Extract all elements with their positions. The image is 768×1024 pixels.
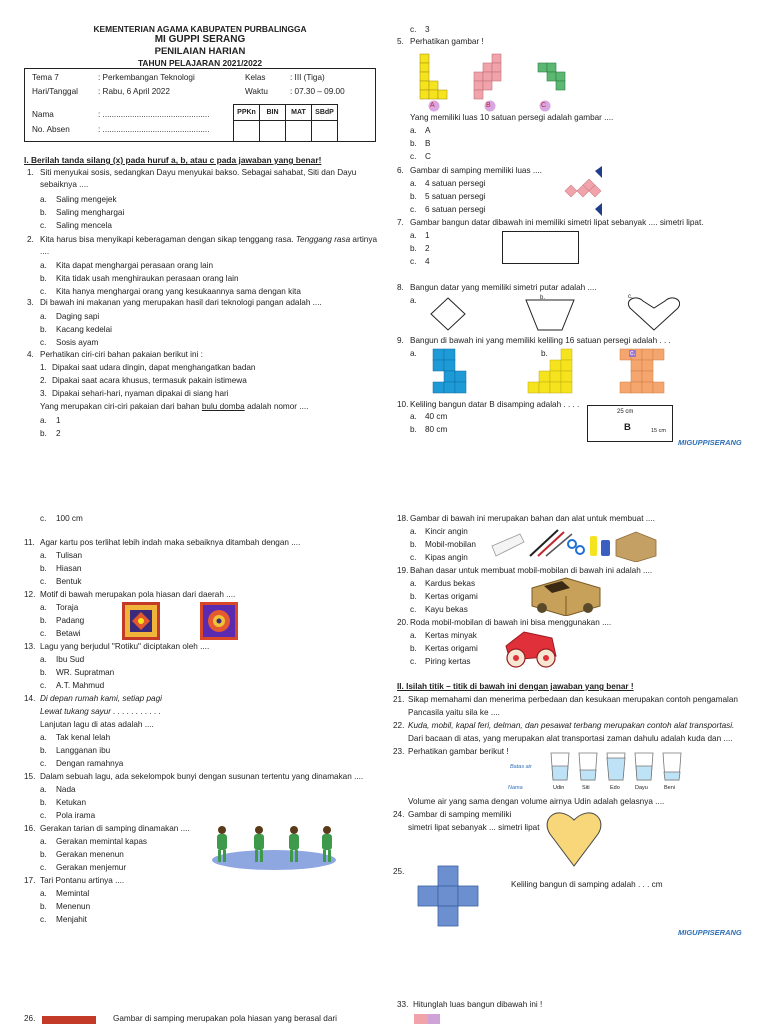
- shape-blue: [433, 349, 466, 393]
- opt-text[interactable]: Dengan ramahnya: [56, 759, 124, 768]
- trapezoid: [526, 300, 574, 330]
- opt-letter[interactable]: b.: [410, 425, 417, 434]
- q11-num: 11.: [24, 538, 35, 547]
- glass-name: Edo: [610, 785, 620, 791]
- water-limit-label: Batas air: [510, 764, 532, 770]
- q17-text: Tari Pontanu artinya ....: [40, 876, 125, 885]
- shape-yellow: [528, 349, 572, 393]
- opt-letter[interactable]: b.: [40, 668, 47, 677]
- q2-italic: Tenggang rasa: [295, 235, 351, 244]
- opt-letter[interactable]: a.: [410, 412, 417, 421]
- opt-text[interactable]: Tulisan: [56, 551, 83, 560]
- q9-text: Bangun di bawah ini yang memiliki keliling 16 satuan persegi adalah . . .: [410, 336, 671, 345]
- opt-text[interactable]: Saling mencela: [56, 221, 112, 230]
- opt-letter[interactable]: b.: [410, 139, 417, 148]
- tools-image: [490, 526, 660, 562]
- opt-letter[interactable]: c.: [40, 338, 47, 347]
- opt-text[interactable]: 4 satuan persegi: [425, 179, 486, 188]
- q13-text: Lagu yang berjudul "Rotiku" diciptakan oleh ....: [40, 642, 210, 651]
- q18-num: 18.: [397, 514, 409, 523]
- q25-text: Keliling bangun di samping adalah . . . cm: [511, 880, 663, 889]
- q14-lyric2: Lewat tukang sayur . . . . . . . . . . .: [40, 707, 162, 716]
- opt-text[interactable]: Ketukan: [56, 798, 87, 807]
- opt-letter[interactable]: a.: [40, 551, 47, 560]
- opt-letter[interactable]: a.: [40, 655, 47, 664]
- paper-car-image: [500, 626, 560, 670]
- opt-letter[interactable]: b.: [40, 274, 47, 283]
- opt-letter[interactable]: a.: [40, 312, 47, 321]
- shape-c: [538, 63, 565, 90]
- opt-letter[interactable]: a.: [40, 416, 47, 425]
- q6-num: 6.: [397, 166, 404, 175]
- opt-letter[interactable]: a.: [40, 837, 47, 846]
- opt-text[interactable]: Kita dapat menghargai perasaan orang lain: [56, 261, 214, 270]
- q3-num: 3.: [27, 298, 34, 307]
- opt-letter[interactable]: c.: [40, 577, 47, 586]
- opt-letter[interactable]: b.: [40, 850, 47, 859]
- opt-letter[interactable]: c.: [40, 681, 47, 690]
- header-school: MI GUPPI SERANG: [154, 34, 246, 45]
- list-num: 2.: [40, 376, 47, 385]
- opt-letter[interactable]: a.: [40, 733, 47, 742]
- opt-letter[interactable]: c.: [630, 350, 636, 357]
- opt-text[interactable]: Gerakan menjemur: [56, 863, 127, 872]
- opt-letter[interactable]: c.: [410, 553, 417, 562]
- score-cell[interactable]: [286, 121, 312, 142]
- label-a: A: [430, 102, 435, 109]
- q8-shapes: [430, 296, 680, 334]
- q8-num: 8.: [397, 283, 404, 292]
- opt-letter[interactable]: c.: [410, 657, 417, 666]
- opt-text[interactable]: Toraja: [56, 603, 79, 612]
- q21-text: Sikap memahami dan menerima perbedaan dan kesukaan merupakan contoh pengamalan: [408, 695, 738, 704]
- opt-text[interactable]: Daging sapi: [56, 312, 100, 321]
- q8-text: Bangun datar yang memiliki simetri putar adalah ....: [410, 283, 597, 292]
- q20-num: 20.: [397, 618, 409, 627]
- q21-text2: Pancasila yaitu sila ke ....: [408, 708, 500, 717]
- opt-text[interactable]: 5 satuan persegi: [425, 192, 486, 201]
- score-cell[interactable]: [260, 121, 286, 142]
- opt-letter[interactable]: c.: [410, 205, 417, 214]
- opt-letter[interactable]: a.: [410, 579, 417, 588]
- glass-name: Dayu: [635, 785, 648, 791]
- opt-letter[interactable]: a.: [410, 296, 417, 305]
- opt-text[interactable]: A.T. Mahmud: [56, 681, 105, 690]
- q1-num: 1.: [27, 168, 34, 177]
- opt-text[interactable]: Padang: [56, 616, 85, 625]
- opt-letter[interactable]: a.: [40, 261, 47, 270]
- shape-a: [420, 54, 447, 99]
- opt-text[interactable]: Memintal: [56, 889, 90, 898]
- q2-text2: ....: [40, 247, 50, 256]
- opt-text[interactable]: Menjahit: [56, 915, 87, 924]
- q4-part: Yang merupakan ciri-ciri pakaian dari bahan: [40, 402, 200, 411]
- q7-num: 7.: [397, 218, 404, 227]
- opt-letter[interactable]: c.: [40, 811, 47, 820]
- opt-letter[interactable]: a.: [410, 179, 417, 188]
- opt-letter[interactable]: b.: [410, 644, 417, 653]
- name-label: Nama: [508, 785, 523, 791]
- score-header: SBdP: [312, 105, 338, 121]
- q33-shape: [428, 1014, 440, 1024]
- opt-letter[interactable]: c.: [628, 294, 633, 300]
- q15-text: Dalam sebuah lagu, ada sekelompok bunyi dengan susunan tertentu yang dinamakan ....: [40, 772, 364, 781]
- q4-part: adalah nomor ....: [246, 402, 309, 411]
- opt-text[interactable]: Saling menghargai: [56, 208, 125, 217]
- opt-letter[interactable]: c.: [40, 629, 47, 638]
- opt-text[interactable]: Kertas origami: [425, 592, 478, 601]
- opt-text[interactable]: Kertas origami: [425, 644, 478, 653]
- opt-text[interactable]: Nada: [56, 785, 76, 794]
- dim-height: 15 cm: [651, 428, 666, 434]
- opt-text[interactable]: Kipas angin: [425, 553, 468, 562]
- opt-text[interactable]: Gerakan memintal kapas: [56, 837, 148, 846]
- shape-b: [474, 54, 501, 99]
- opt-text[interactable]: Kita tidak usah menghiraukan perasaan orang lain: [56, 274, 239, 283]
- score-table: [233, 104, 338, 142]
- q12-text: Motif di bawah merupakan pola hiasan dari daerah ....: [40, 590, 236, 599]
- opt-letter[interactable]: a.: [40, 785, 47, 794]
- opt-text[interactable]: Kita hanya menghargai orang yang kesukaannya sama dengan kita: [56, 287, 301, 296]
- q23-text: Perhatikan gambar berikut !: [408, 747, 509, 756]
- list-item: Dipakai sehari-hari, nyaman dipakai di siang hari: [52, 389, 229, 398]
- q7-rectangle: [502, 231, 579, 264]
- score-header: PPKn: [234, 105, 260, 121]
- opt-letter[interactable]: c.: [40, 287, 47, 296]
- q9-shapes: [430, 346, 680, 398]
- opt-text[interactable]: Tak kenal lelah: [56, 733, 111, 742]
- q3-text: Di bawah ini makanan yang merupakan hasil dari teknologi pangan adalah ....: [40, 298, 322, 307]
- opt-letter[interactable]: c.: [40, 514, 47, 523]
- q5-question: Yang memiliki luas 10 satuan persegi adalah gambar ....: [410, 113, 614, 122]
- score-cell[interactable]: [312, 121, 338, 142]
- opt-text[interactable]: A: [425, 126, 431, 135]
- q5-num: 5.: [397, 37, 404, 46]
- header-year: TAHUN PELAJARAN 2021/2022: [137, 58, 263, 68]
- opt-letter[interactable]: c.: [40, 759, 47, 768]
- opt-text[interactable]: Pola irama: [56, 811, 96, 820]
- q14-lyric1: Di depan rumah kami, setiap pagi: [40, 694, 162, 703]
- q5-text: Perhatikan gambar !: [410, 37, 484, 46]
- opt-letter[interactable]: a.: [410, 631, 417, 640]
- q24-text2: simetri lipat sebanyak ... simetri lipat: [408, 823, 540, 832]
- kelas-value: : III (Tiga): [290, 73, 325, 82]
- absen-label: No. Absen: [32, 125, 70, 134]
- tema-label: Tema 7: [32, 73, 59, 82]
- opt-letter[interactable]: a.: [40, 195, 47, 204]
- opt-text[interactable]: 1: [425, 231, 430, 240]
- opt-letter[interactable]: b.: [410, 244, 417, 253]
- opt-letter[interactable]: a.: [410, 126, 417, 135]
- score-cell[interactable]: [234, 121, 260, 142]
- nama-value[interactable]: : ...............................................: [98, 110, 210, 119]
- q26-num: 26.: [24, 1014, 36, 1023]
- tema-value: : Perkembangan Teknologi: [98, 73, 195, 82]
- opt-text[interactable]: Kertas minyak: [425, 631, 477, 640]
- opt-letter[interactable]: c.: [410, 257, 417, 266]
- q19-text: Bahan dasar untuk membuat mobil-mobilan di bawah ini adalah ....: [410, 566, 653, 575]
- opt-text[interactable]: Hiasan: [56, 564, 82, 573]
- opt-letter[interactable]: a.: [410, 349, 417, 358]
- opt-letter[interactable]: c.: [410, 152, 417, 161]
- cardboard-car-image: [528, 574, 604, 616]
- q7-text: Gambar bangun datar dibawah ini memiliki simetri lipat sebanyak .... simetri lipat.: [410, 218, 704, 227]
- hari-value: : Rabu, 6 April 2022: [98, 87, 170, 96]
- label-b: B: [486, 102, 491, 109]
- q2-text: [40, 236, 377, 244]
- q6-text: Gambar di samping memiliki luas ....: [410, 166, 542, 175]
- kelas-label: Kelas: [245, 73, 266, 82]
- glass-name: Siti: [582, 785, 590, 791]
- opt-text[interactable]: 2: [56, 429, 61, 438]
- opt-text[interactable]: 100 cm: [56, 514, 83, 523]
- nama-label: Nama: [32, 110, 54, 119]
- q5-shapes: [412, 50, 572, 112]
- opt-text[interactable]: Kardus bekas: [425, 579, 476, 588]
- opt-letter[interactable]: b.: [40, 902, 47, 911]
- opt-letter[interactable]: b.: [541, 349, 548, 358]
- opt-letter[interactable]: c.: [40, 915, 47, 924]
- opt-text[interactable]: Mobil-mobilan: [425, 540, 476, 549]
- q23-num: 23.: [393, 747, 405, 756]
- rhombus: [431, 298, 465, 330]
- q23-question: Volume air yang sama dengan volume airnya Udin adalah gelasnya ....: [408, 797, 665, 806]
- q20-text: Roda mobil-mobilan di bawah ini bisa menggunakan ....: [410, 618, 612, 627]
- q2-part: Kita harus bisa menyikapi keberagaman dengan sikap tenggang rasa.: [40, 235, 294, 244]
- dancers-image: [204, 822, 344, 872]
- opt-text[interactable]: 1: [56, 416, 61, 425]
- opt-text[interactable]: WR. Supratman: [56, 668, 115, 677]
- q10-num: 10.: [397, 400, 409, 409]
- q24-text: Gambar di samping memiliki: [408, 810, 512, 819]
- glass-name: Udin: [553, 785, 565, 791]
- score-header: MAT: [286, 105, 312, 121]
- q2-num: 2.: [27, 235, 34, 244]
- opt-letter[interactable]: b.: [410, 592, 417, 601]
- opt-text[interactable]: Langganan ibu: [56, 746, 111, 755]
- dim-width: 25 cm: [617, 409, 634, 415]
- header-title: PENILAIAN HARIAN: [154, 46, 246, 57]
- opt-text[interactable]: Kayu bekas: [425, 605, 468, 614]
- opt-letter[interactable]: b.: [40, 798, 47, 807]
- waktu-label: Waktu: [245, 87, 268, 96]
- opt-letter[interactable]: b.: [540, 295, 546, 301]
- opt-text[interactable]: Gerakan menenun: [56, 850, 124, 859]
- opt-letter[interactable]: b.: [40, 564, 47, 573]
- heart-shape: [546, 808, 602, 868]
- glasses-image: [547, 752, 687, 782]
- opt-text[interactable]: Saling mengejek: [56, 195, 117, 204]
- label-c: C: [541, 102, 547, 109]
- glass-name: Beni: [664, 785, 676, 791]
- q22-text: Kuda, mobil, kapal feri, delman, dan pesawat terbang merupakan contoh alat transportasi.: [408, 721, 735, 730]
- q25-num: 25.: [393, 867, 405, 876]
- absen-value[interactable]: : ...............................................: [98, 125, 210, 134]
- opt-text[interactable]: Betawi: [56, 629, 81, 638]
- opt-text[interactable]: Menenun: [56, 902, 91, 911]
- watermark: MIGUPPISERANG: [678, 438, 742, 447]
- q26-motif-image: [42, 1016, 96, 1024]
- q16-num: 16.: [24, 824, 36, 833]
- shape-orange: [620, 349, 664, 393]
- list-num: 3.: [40, 389, 47, 398]
- opt-letter[interactable]: a.: [40, 603, 47, 612]
- hari-label: Hari/Tanggal: [32, 87, 78, 96]
- opt-letter[interactable]: c.: [40, 221, 47, 230]
- cross-shape: [416, 864, 496, 928]
- q15-num: 15.: [24, 772, 36, 781]
- q6-diamond-shape: [555, 166, 607, 216]
- score-header: BIN: [260, 105, 286, 121]
- q18-text: Gambar di bawah ini merupakan bahan dan alat untuk membuat ....: [410, 514, 655, 523]
- q19-num: 19.: [397, 566, 409, 575]
- opt-text[interactable]: 40 cm: [425, 412, 448, 421]
- opt-text[interactable]: C: [425, 152, 431, 161]
- opt-letter[interactable]: b.: [40, 746, 47, 755]
- q11-text: Agar kartu pos terlihat lebih indah maka sebaiknya ditambah dengan ....: [40, 538, 301, 547]
- q4-question: [40, 403, 308, 411]
- opt-letter[interactable]: a.: [410, 527, 417, 536]
- q22-text2: Dari bacaan di atas, yang merupakan alat transportasi zaman dahulu adalah kuda dan ....: [408, 734, 733, 743]
- watermark: MIGUPPISERANG: [678, 928, 742, 937]
- q26-text: Gambar di samping merupakan pola hiasan yang berasal dari: [113, 1014, 337, 1023]
- opt-text[interactable]: 3: [425, 25, 430, 34]
- q1-text: Siti menyukai sosis, sedangkan Dayu menyukai bakso. Sebagai sahabat, Siti dan Dayu: [40, 168, 357, 177]
- list-item: Dipakai saat acara khusus, termasuk pakain istimewa: [52, 376, 247, 385]
- opt-text[interactable]: 2: [425, 244, 430, 253]
- opt-letter[interactable]: a.: [40, 889, 47, 898]
- q14-text: Lanjutan lagu di atas adalah ....: [40, 720, 154, 729]
- opt-letter[interactable]: b.: [410, 540, 417, 549]
- q4-text: Perhatikan ciri-ciri bahan pakaian berikut ini :: [40, 350, 203, 359]
- opt-text[interactable]: Bentuk: [56, 577, 82, 586]
- q12-num: 12.: [24, 590, 36, 599]
- list-num: 1.: [40, 363, 47, 372]
- q33-shape: [414, 1014, 428, 1024]
- q4-underline: bulu domba: [201, 402, 245, 411]
- q10-text: Keliling bangun datar B disamping adalah . . . .: [410, 400, 580, 409]
- opt-text[interactable]: Piring kertas: [425, 657, 471, 666]
- motif-images: [122, 602, 238, 642]
- opt-text[interactable]: 6 satuan persegi: [425, 205, 486, 214]
- q16-text: Gerakan tarian di samping dinamakan ....: [40, 824, 190, 833]
- list-item: Dipakai saat udara dingin, dapat menghangatkan badan: [52, 363, 256, 372]
- q13-num: 13.: [24, 642, 36, 651]
- section1-title: I. Berilah tanda silang (x) pada huruf a, b, atau c pada jawaban yang benar!: [24, 155, 322, 165]
- q33-num: 33.: [397, 1000, 409, 1009]
- q17-num: 17.: [24, 876, 36, 885]
- q2-part: artinya: [352, 235, 377, 244]
- section2-title: II. Isilah titik – titik di bawah ini dengan jawaban yang benar !: [397, 682, 634, 691]
- opt-text[interactable]: Sosis ayam: [56, 338, 99, 347]
- opt-letter[interactable]: b.: [40, 208, 47, 217]
- q24-num: 24.: [393, 810, 405, 819]
- opt-letter[interactable]: b.: [410, 192, 417, 201]
- opt-letter[interactable]: c.: [410, 605, 417, 614]
- label-b-shape: B: [624, 422, 631, 433]
- opt-letter[interactable]: c.: [410, 25, 417, 34]
- heart-outline: [628, 298, 679, 330]
- opt-letter[interactable]: b.: [40, 429, 47, 438]
- opt-text[interactable]: 80 cm: [425, 425, 448, 434]
- opt-text[interactable]: Kincir angin: [425, 527, 468, 536]
- opt-text[interactable]: B: [425, 139, 431, 148]
- q14-num: 14.: [24, 694, 36, 703]
- opt-letter[interactable]: c.: [40, 863, 47, 872]
- q1-text2: sebaiknya ....: [40, 180, 89, 189]
- opt-letter[interactable]: a.: [410, 231, 417, 240]
- opt-text[interactable]: 4: [425, 257, 430, 266]
- q9-num: 9.: [397, 336, 404, 345]
- opt-text[interactable]: Ibu Sud: [56, 655, 85, 664]
- q21-num: 21.: [393, 695, 405, 704]
- header-line1: KEMENTERIAN AGAMA KABUPATEN PURBALINGGA: [93, 24, 307, 34]
- q4-num: 4.: [27, 350, 34, 359]
- opt-letter[interactable]: b.: [40, 325, 47, 334]
- waktu-value: : 07.30 – 09.00: [290, 87, 345, 96]
- opt-text[interactable]: Kacang kedelai: [56, 325, 112, 334]
- opt-letter[interactable]: b.: [40, 616, 47, 625]
- q33-text: Hitunglah luas bangun dibawah ini !: [413, 1000, 543, 1009]
- q22-num: 22.: [393, 721, 405, 730]
